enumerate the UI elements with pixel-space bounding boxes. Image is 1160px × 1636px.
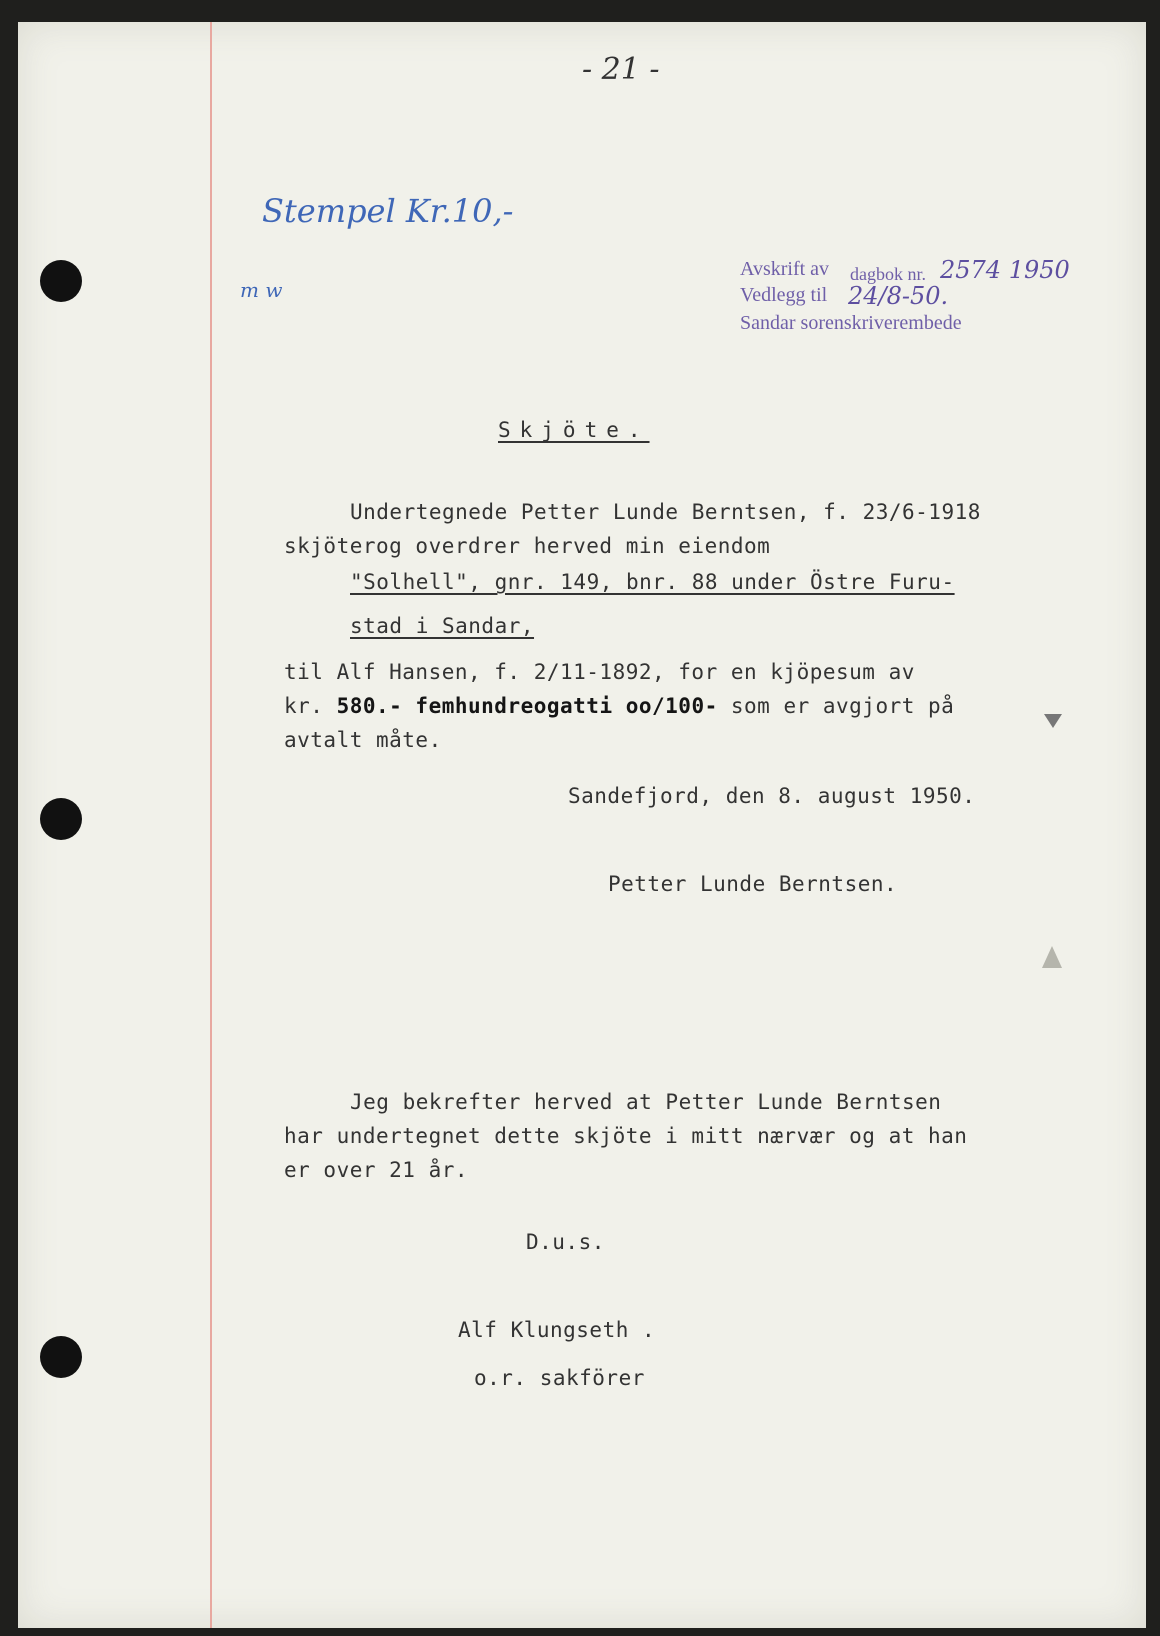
witness-signature: Alf Klungseth . — [458, 1318, 656, 1342]
punch-hole-top — [40, 260, 82, 302]
dus-mark: D.u.s. — [526, 1230, 605, 1254]
body-line-1: Undertegnede Petter Lunde Berntsen, f. 23/6-1918 — [350, 500, 981, 524]
initials-mark: m w — [240, 278, 283, 302]
seller-signature: Petter Lunde Berntsen. — [608, 872, 898, 896]
stamp-office: Sandar sorenskriverembede — [740, 312, 962, 334]
body-line-7: avtalt måte. — [284, 728, 442, 752]
witness-line-3: er over 21 år. — [284, 1158, 469, 1182]
body-line-6-pre: kr. — [284, 694, 337, 718]
body-line-6 — [284, 694, 954, 718]
paper-mark-2 — [1042, 946, 1062, 968]
body-line-3: "Solhell", gnr. 149, bnr. 88 under Östre Furu- — [350, 570, 955, 594]
punch-hole-bottom — [40, 1336, 82, 1378]
stamp-vedlegg-date: 24/8-50. — [848, 282, 949, 310]
margin-line — [210, 22, 212, 1628]
body-line-6-post: som er avgjort på — [717, 694, 955, 718]
stamp-dagbok-number: 2574 1950 — [940, 256, 1070, 284]
body-line-5: til Alf Hansen, f. 2/11-1892, for en kjöpesum av — [284, 660, 915, 684]
paper-mark-1 — [1044, 714, 1062, 728]
stamp-fee-note: Stempel Kr.10,- — [262, 192, 514, 230]
punch-hole-middle — [40, 798, 82, 840]
document-title: Skjöte. — [498, 418, 650, 442]
witness-title: o.r. sakförer — [474, 1366, 645, 1390]
witness-line-2: har undertegnet dette skjöte i mitt nærvær og at han — [284, 1124, 968, 1148]
place-date: Sandefjord, den 8. august 1950. — [568, 784, 976, 808]
page-number: - 21 - — [582, 52, 660, 87]
body-line-4: stad i Sandar, — [350, 614, 535, 638]
stamp-vedlegg-label: Vedlegg til — [740, 284, 828, 306]
stamp-avskrift-label: Avskrift av — [740, 258, 830, 280]
purchase-amount: 580.- femhundreogatti oo/100- — [336, 694, 718, 718]
witness-line-1: Jeg bekrefter herved at Petter Lunde Berntsen — [350, 1090, 942, 1114]
stamp-dagbok-label: dagbok nr. — [850, 264, 926, 284]
body-line-2: skjöterog overdrer herved min eiendom — [284, 534, 771, 558]
